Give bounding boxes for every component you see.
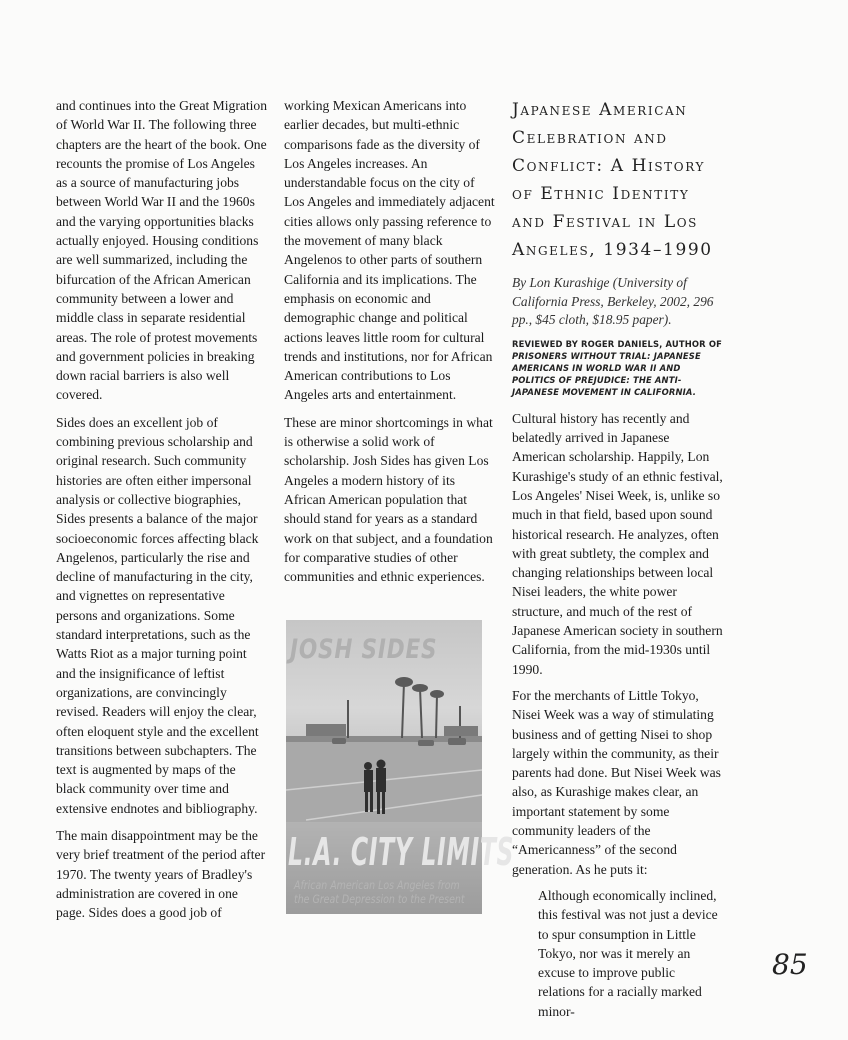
review-title: Japanese American Celebration and Conflict: A History of Ethnic Identity and Festival in Los Angeles, 1934–1990 xyxy=(512,100,713,260)
cover-title: L.A. CITY LIMITS xyxy=(288,830,515,874)
book-cover-image xyxy=(286,620,515,914)
column-1 xyxy=(56,96,268,930)
paragraph: working Mexican Americans into earlier decades, but multi-ethnic comparisons fade as the diversity of Los Angeles increases. An understandable focus on the city of Los Angeles and immediately adjacent cities allows only passing reference to the movement of many black Angelenos to other parts of southern California and its implications. The emphasis on economic and demographic change and political actions leaves little room for cultural trends and institutions, nor for African American contributions to Los Angeles arts and entertainment. xyxy=(284,98,495,403)
cover-author: JOSH SIDES xyxy=(290,634,438,665)
column-2 xyxy=(284,96,496,594)
review-byline: By Lon Kurashige (University of California Press, Berkeley, 2002, 296 pp., $45 cloth, $18.95 paper). xyxy=(512,275,714,328)
reviewer-works: PRISONERS WITHOUT TRIAL: JAPANESE AMERICANS IN WORLD WAR II AND POLITICS OF PREJUDICE: THE ANTI-JAPANESE MOVEMENT IN CALIFORNIA. xyxy=(512,350,701,397)
paragraph: and continues into the Great Migration of World War II. The following three chapters are the heart of the book. One recounts the promise of Los Angeles as a source of manufacturing jobs between World War II and the 1960s and the varying opportunities blacks actually enjoyed. Housing conditions are well summarized, including the bifurcation of the African American community between a lower and middle class in separate residential areas. The role of protest movements and government policies in breaking down racial barriers is also well covered. xyxy=(56,98,268,403)
page-number: 85 xyxy=(772,948,808,981)
paragraph: These are minor shortcomings in what is otherwise a solid work of scholarship. Josh Sides has given Los Angeles a modern history of its African American population that should stand for years as a standard work on that subject, and a foundation for comparative studies of other communities and ethnic experiences. xyxy=(284,414,493,585)
cover-subtitle: African American Los Angeles from xyxy=(294,878,460,892)
column-3 xyxy=(512,96,724,1028)
reviewer-credit xyxy=(512,338,724,398)
cover-subtitle: the Great Depression to the Present xyxy=(294,892,465,906)
block-quote: Although economically inclined, this festival was not just a device to spur consumption in Little Tokyo, nor was it merely an excuse to improve public relations for a racially marked minor- xyxy=(538,887,718,1019)
paragraph: Sides does an excellent job of combining previous scholarship and original research. Such community histories are often either impersonal analysis or collective biographies, Sides presents a balance of the major socioeconomic forces affecting black Angelenos, particularly the rise and decline of manufacturing in the city, and vignettes on representative persons and organizations. Some standard interpretations, such as the Watts Riot as a major turning point and the insignificance of leftist organizations, are convincingly revised. Readers will enjoy the clear, often eloquent style and the excellent transitions between subchapters. The text is augmented by maps of the black community over time and extensive endnotes and bibliography. xyxy=(56,414,259,816)
paragraph: Cultural history has recently and belatedly arrived in Japanese American scholarship. Happily, Lon Kurashige's study of an ethnic festival, Los Angeles' Nisei Week, is, unlike so much in that field, based upon sound historical research. He analyzes, often with great subtlety, the complex and changing relationships between local Nisei leaders, the white power structure, and much of the rest of Japanese American society in southern California, from the mid-1930s until 1990. xyxy=(512,410,723,677)
paragraph: For the merchants of Little Tokyo, Nisei Week was a way of stimulating business and of getting Nisei to shop largely within the community, as their parents had done. But Nisei Week was also, as Kurashige makes clear, an important statement by some community leaders of the “Americanness” of the second generation. As he puts it: xyxy=(512,687,721,877)
reviewer-name: REVIEWED BY ROGER DANIELS, AUTHOR OF xyxy=(512,338,722,349)
paragraph: The main disappointment may be the very brief treatment of the period after 1970. The twenty years of Bradley's administration are covered in one page. Sides does a good job of xyxy=(56,827,266,921)
